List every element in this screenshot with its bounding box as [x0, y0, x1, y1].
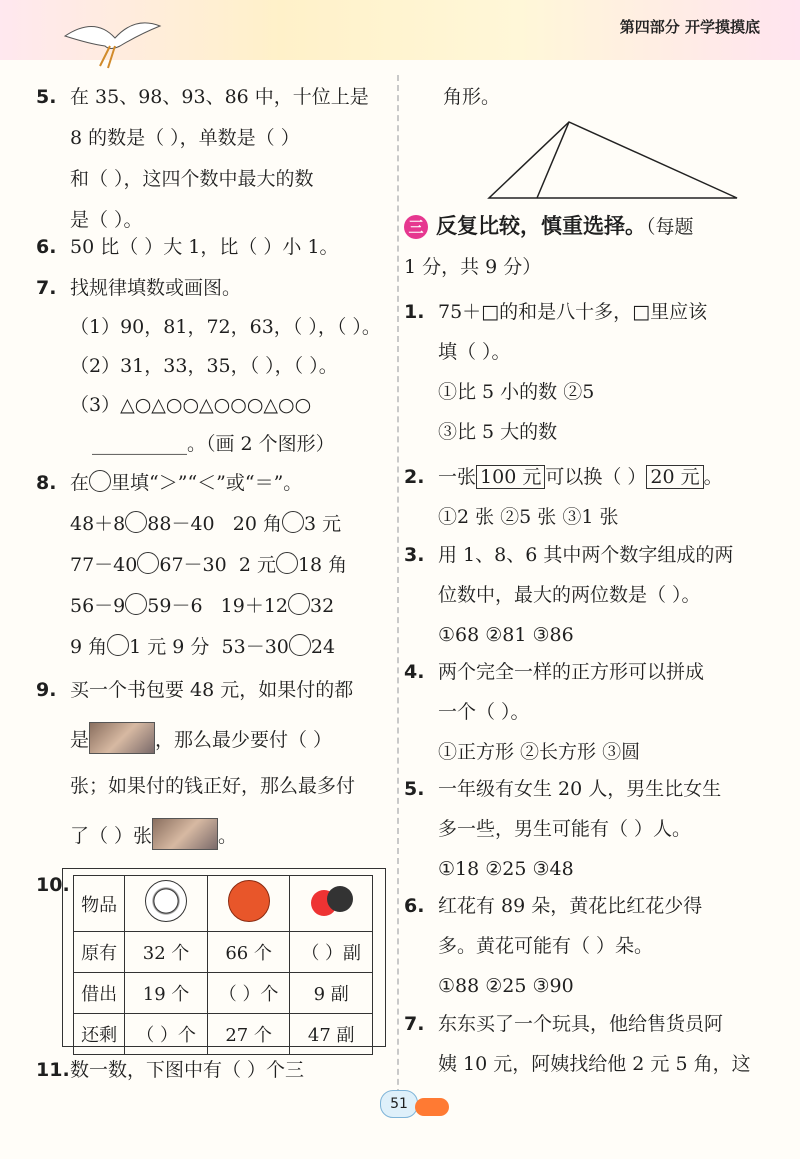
question-9: 9. 买一个书包要 48 元，如果付的都 是 ，那么最少要付（ ） 张；如果付的钱正好，那么最多付 了（ ）张 。	[36, 678, 355, 850]
page-number: 51	[380, 1090, 418, 1118]
section-3-heading: 三 反复比较，慎重选择。（每题 1 分，共 9 分）	[404, 213, 694, 278]
ten-yuan-banknote-image	[89, 722, 155, 754]
question-5: 5. 在 35、98、93、86 中，十位上是 8 的数是（ ），单数是（ ） 和（ ），这四个数中最大的数 是（ ）。	[36, 86, 369, 231]
choice-3: 3. 用 1、8、6 其中两个数字组成的两 位数中，最大的两位数是（ ）。 ①68 ②81 ③86	[404, 544, 734, 646]
question-7: 7. 找规律填数或画图。 （1）90，81，72，63，（ ），（ ）。 （2）31，33，35，（ ），（ ）。 （3）△○△○○△○○○△○○ __________。（画 2 个图形）	[36, 277, 381, 455]
compare-row: 56－9 59－6 19＋12 32	[70, 595, 335, 617]
question-6: 6. 50 比（ ）大 1，比（ ）小 1。	[36, 236, 339, 258]
column-divider	[397, 75, 399, 1105]
choice-7: 7. 东东买了一个玩具，他给售货员阿 姨 10 元，阿姨找给他 2 元 5 角，这	[404, 1013, 751, 1075]
seagull-icon	[60, 6, 170, 72]
ping-pong-paddle-icon	[309, 884, 353, 918]
section-badge: 三	[404, 215, 428, 239]
table-row: 借出 19 个 （ ）个 9 副	[74, 973, 373, 1014]
inventory-table	[73, 875, 373, 1055]
table-row: 还剩 （ ）个 27 个 47 副	[74, 1014, 373, 1055]
compare-circle	[89, 470, 111, 492]
choice-2: 2. 一张 100 元 可以换（ ） 20 元 。 ①2 张 ②5 张 ③1 张	[404, 466, 723, 528]
submarine-icon	[415, 1098, 449, 1116]
ten-yuan-banknote-image	[152, 818, 218, 850]
compare-row: 77－40 67－30 2 元 18 角	[70, 554, 348, 576]
choice-1: 1. 75＋□的和是八十多，□里应该 填（ ）。 ①比 5 小的数 ②5 ③比 5 大的数	[404, 301, 708, 443]
section-label: 第四部分 开学摸摸底	[619, 18, 760, 36]
choice-5: 5. 一年级有女生 20 人，男生比女生 多一些，男生可能有（ ）人。 ①18 ②25 ③48	[404, 778, 722, 880]
question-10-number: 10.	[36, 874, 70, 896]
compare-row: 48＋8 88－40 20 角 3 元	[70, 513, 342, 535]
compare-row: 9 角 1 元 9 分 53－30 24	[70, 636, 336, 658]
triangle-figure	[485, 120, 741, 200]
basketball-icon	[228, 880, 270, 922]
question-10-frame	[62, 868, 386, 1047]
table-row: 原有 32 个 66 个 （ ）副	[74, 932, 373, 973]
question-8: 8. 在 里填“＞”“＜”或“＝”。 48＋8 88－40 20 角 3 元 77－40 67－30 2 元 18 角 56－9 59－6 19＋12 32 9 角 1 元 9 分 53－30 24	[36, 472, 348, 658]
choice-4: 4. 两个完全一样的正方形可以拼成 一个（ ）。 ①正方形 ②长方形 ③圆	[404, 661, 705, 763]
table-header-item: 物品	[74, 876, 125, 932]
soccer-ball-icon	[145, 880, 187, 922]
choice-6: 6. 红花有 89 朵，黄花比红花少得 多。黄花可能有（ ）朵。 ①88 ②25 ③90	[404, 895, 703, 997]
question-11-continued: 角形。	[443, 86, 501, 108]
question-11: 11.数一数，下图中有（ ）个三	[36, 1059, 305, 1081]
